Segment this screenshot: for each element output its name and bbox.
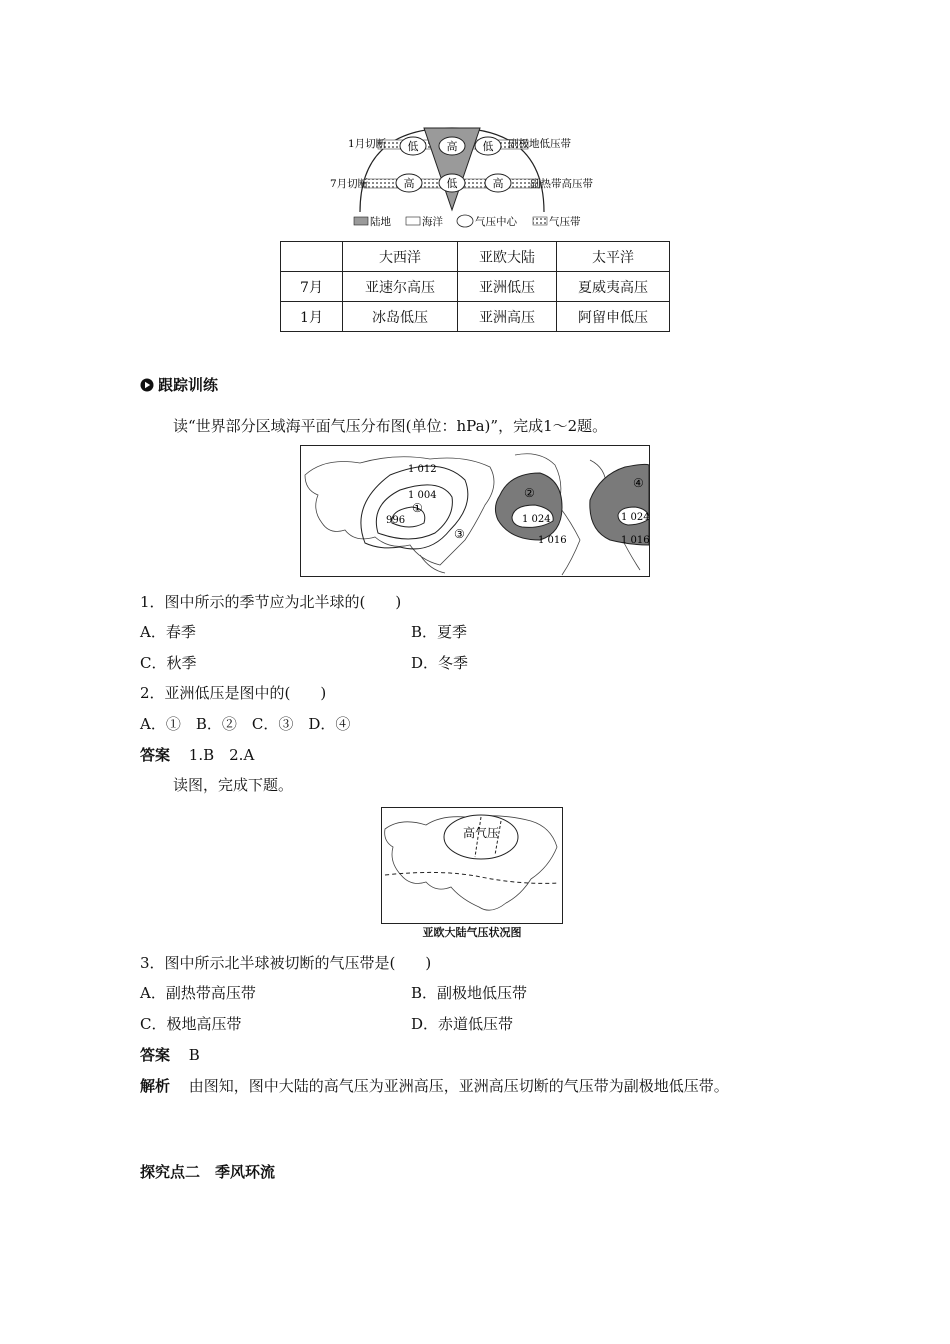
table-cell: 阿留申低压: [557, 302, 670, 332]
analysis-label: 解析: [140, 1077, 171, 1095]
map-marker: ①: [412, 501, 423, 515]
answer-block-1: [140, 745, 254, 765]
table-cell: 7月: [281, 272, 343, 302]
q1-option-b: B．夏季: [411, 623, 468, 641]
play-circle-icon: [140, 378, 154, 392]
world-pressure-map: [300, 445, 650, 577]
isobar-value: 1 024: [522, 514, 551, 525]
table-cell: 亚速尔高压: [343, 272, 458, 302]
row2-left-label: 7月切断: [330, 178, 369, 190]
question-3-stem: 3．图中所示北半球被切断的气压带是( ): [140, 954, 432, 972]
bubble-high-label: 高: [446, 140, 458, 153]
table-cell: 夏威夷高压: [557, 272, 670, 302]
question-1-stem: 1．图中所示的季节应为北半球的( ): [140, 593, 402, 611]
answer-block-2: [140, 1045, 200, 1065]
q3-option-d: D．赤道低压带: [411, 1015, 514, 1033]
section-heading-tracking: [140, 375, 218, 395]
legend-land: 陆地: [370, 216, 391, 228]
table-cell: 1月: [281, 302, 343, 332]
intro-text: 读“世界部分区域海平面气压分布图(单位：hPa)”，完成1～2题。: [173, 417, 608, 435]
pressure-centers-table: [280, 241, 670, 332]
isobar-value: 1 024: [621, 512, 650, 523]
table-cell: 亚洲高压: [458, 302, 557, 332]
answer-label: 答案: [140, 746, 171, 764]
isobar-value: 1 016: [621, 535, 650, 546]
map-marker: ②: [524, 486, 535, 500]
table-cell: 亚洲低压: [458, 272, 557, 302]
isobar-value: 996: [386, 515, 406, 526]
bubble-low-label: 低: [407, 140, 419, 153]
bubble-high-label: 高: [403, 177, 415, 190]
pressure-belt-diagram: [320, 122, 640, 234]
table-row: [281, 302, 670, 332]
intro-text-2: 读图，完成下题。: [173, 776, 294, 794]
legend-ocean: 海洋: [422, 216, 443, 228]
bubble-low-label: 低: [446, 177, 458, 190]
answer-value: 1.B 2.A: [188, 746, 255, 764]
section-heading-2: 探究点二 季风环流: [140, 1163, 276, 1181]
analysis-text: 由图知，图中大陆的高气压为亚洲高压，亚洲高压切断的气压带为副极地低压带。: [188, 1077, 729, 1095]
row1-left-label: 1月切断: [348, 138, 387, 150]
isobar-value: 1 012: [408, 464, 437, 475]
legend-land-swatch: [354, 217, 368, 225]
table-cell: 太平洋: [557, 242, 670, 272]
map2-caption: 亚欧大陆气压状况图: [422, 926, 522, 939]
question-2-stem: 2．亚洲低压是图中的( ): [140, 684, 327, 702]
q3-option-b: B．副极地低压带: [411, 984, 528, 1002]
q1-option-a: A．春季: [140, 623, 196, 641]
q3-option-c: C．极地高压带: [140, 1015, 242, 1033]
q1-option-c: C．秋季: [140, 654, 197, 672]
q3-option-a: A．副热带高压带: [140, 984, 256, 1002]
row2-right-label: 副热带高压带: [530, 178, 593, 190]
legend-ocean-swatch: [406, 217, 420, 225]
table-cell: 冰岛低压: [343, 302, 458, 332]
bubble-high-label: 高: [492, 177, 504, 190]
isobar-value: 1 004: [408, 490, 437, 501]
map2-label: 高气压: [462, 826, 500, 840]
bubble-low-label: 低: [482, 140, 494, 153]
answer-value: B: [188, 1046, 200, 1064]
table-row: [281, 272, 670, 302]
table-header-row: [281, 242, 670, 272]
table-cell: 亚欧大陆: [458, 242, 557, 272]
analysis-block: [140, 1076, 729, 1096]
isobar-value: 1 016: [538, 535, 567, 546]
answer-label: 答案: [140, 1046, 171, 1064]
q1-option-d: D．冬季: [411, 654, 469, 672]
section-title: 跟踪训练: [158, 376, 219, 394]
legend-center-swatch: [457, 215, 473, 227]
eurasia-pressure-map: [381, 807, 563, 925]
legend-belt-swatch: [533, 217, 547, 225]
legend-belt: 气压带: [549, 216, 581, 228]
table-cell: 大西洋: [343, 242, 458, 272]
map-marker: ③: [454, 527, 465, 541]
legend-center: 气压中心: [475, 216, 517, 228]
row1-right-label: 副极地低压带: [508, 138, 571, 150]
map-marker: ④: [633, 476, 644, 490]
q2-options: A．① B．② C．③ D．④: [140, 715, 351, 733]
table-cell: [281, 242, 343, 272]
